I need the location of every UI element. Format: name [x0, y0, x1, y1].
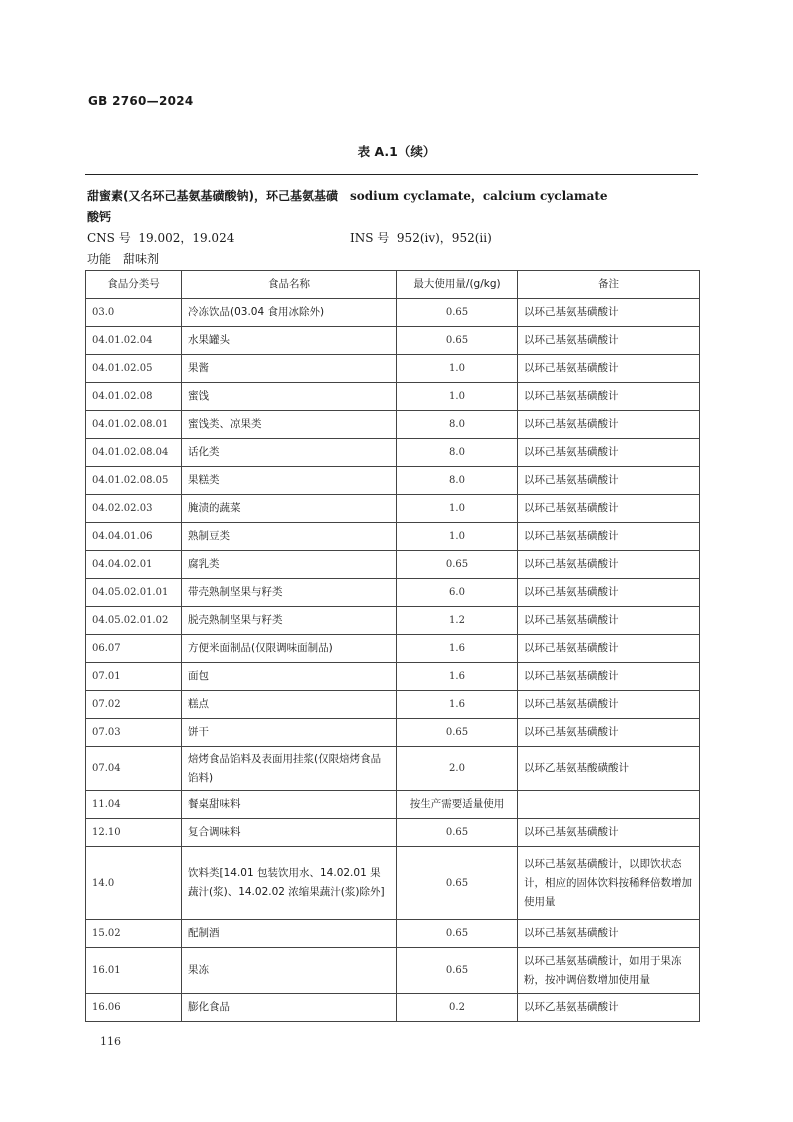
food-code: 16.06 — [86, 994, 182, 1022]
max-usage: 1.0 — [397, 495, 518, 523]
note: 以环己基氨基磺酸计 — [518, 691, 700, 719]
food-name: 带壳熟制坚果与籽类 — [182, 579, 397, 607]
header-note: 备注 — [518, 271, 700, 299]
table-row — [86, 523, 700, 551]
cns-label: CNS 号 — [87, 231, 131, 245]
max-usage: 8.0 — [397, 411, 518, 439]
table-row — [86, 383, 700, 411]
food-code: 04.04.02.01 — [86, 551, 182, 579]
note: 以环乙基氨基酸磺酸计 — [518, 747, 700, 791]
additive-usage-table — [85, 270, 700, 1022]
max-usage: 8.0 — [397, 439, 518, 467]
note: 以环己基氨基磺酸计 — [518, 439, 700, 467]
max-usage: 0.2 — [397, 994, 518, 1022]
food-name: 复合调味料 — [182, 819, 397, 847]
table-row — [86, 551, 700, 579]
table-row — [86, 299, 700, 327]
table-row — [86, 719, 700, 747]
food-name: 腐乳类 — [182, 551, 397, 579]
food-code: 04.01.02.08 — [86, 383, 182, 411]
food-name: 焙烤食品馅料及表面用挂浆(仅限焙烤食品馅料) — [182, 747, 397, 791]
note: 以环己基氨基磺酸计 — [518, 299, 700, 327]
max-usage: 0.65 — [397, 719, 518, 747]
max-usage: 0.65 — [397, 819, 518, 847]
max-usage: 1.2 — [397, 607, 518, 635]
max-usage: 8.0 — [397, 467, 518, 495]
food-code: 04.05.02.01.01 — [86, 579, 182, 607]
table-row — [86, 920, 700, 948]
table-row — [86, 994, 700, 1022]
food-name: 糕点 — [182, 691, 397, 719]
table-row — [86, 467, 700, 495]
note: 以环己基氨基磺酸计 — [518, 719, 700, 747]
note: 以环乙基氨基磺酸计 — [518, 994, 700, 1022]
additive-name-cn: 甜蜜素(又名环己基氨基磺酸钠)，环己基氨基磺酸钙 — [87, 189, 338, 224]
note: 以环己基氨基磺酸计 — [518, 635, 700, 663]
page-number: 116 — [100, 1035, 121, 1048]
max-usage: 6.0 — [397, 579, 518, 607]
additive-name-en: sodium cyclamate，calcium cyclamate — [350, 189, 608, 203]
header-max-usage: 最大使用量/(g/kg) — [397, 271, 518, 299]
food-code: 07.03 — [86, 719, 182, 747]
ins-label: INS 号 — [350, 231, 390, 245]
table-row — [86, 495, 700, 523]
food-name: 方便米面制品(仅限调味面制品) — [182, 635, 397, 663]
note: 以环己基氨基磺酸计 — [518, 523, 700, 551]
function-value: 甜味剂 — [123, 252, 160, 266]
max-usage: 0.65 — [397, 551, 518, 579]
food-name: 冷冻饮品(03.04 食用冰除外) — [182, 299, 397, 327]
note: 以环己基氨基磺酸计 — [518, 607, 700, 635]
food-code: 04.01.02.08.01 — [86, 411, 182, 439]
food-name: 水果罐头 — [182, 327, 397, 355]
note: 以环己基氨基磺酸计 — [518, 663, 700, 691]
max-usage: 0.65 — [397, 948, 518, 994]
food-code: 15.02 — [86, 920, 182, 948]
max-usage: 0.65 — [397, 847, 518, 920]
table-row — [86, 847, 700, 920]
food-code: 04.01.02.05 — [86, 355, 182, 383]
table-row — [86, 411, 700, 439]
max-usage: 2.0 — [397, 747, 518, 791]
table-row — [86, 607, 700, 635]
header-food-name: 食品名称 — [182, 271, 397, 299]
table-row — [86, 663, 700, 691]
food-code: 04.05.02.01.02 — [86, 607, 182, 635]
max-usage: 0.65 — [397, 920, 518, 948]
note: 以环己基氨基磺酸计，以即饮状态计，相应的固体饮料按稀释倍数增加使用量 — [518, 847, 700, 920]
max-usage: 1.6 — [397, 691, 518, 719]
food-name: 蜜饯 — [182, 383, 397, 411]
table-row — [86, 691, 700, 719]
max-usage: 1.0 — [397, 383, 518, 411]
food-code: 04.01.02.08.05 — [86, 467, 182, 495]
food-name: 饮料类[14.01 包装饮用水、14.02.01 果蔬汁(浆)、14.02.02 浓缩果蔬汁(浆)除外] — [182, 847, 397, 920]
max-usage: 1.6 — [397, 635, 518, 663]
table-row — [86, 327, 700, 355]
food-code: 07.04 — [86, 747, 182, 791]
ins-number — [350, 229, 492, 246]
note: 以环己基氨基磺酸计 — [518, 495, 700, 523]
table-row — [86, 579, 700, 607]
note: 以环己基氨基磺酸计 — [518, 551, 700, 579]
food-name: 脱壳熟制坚果与籽类 — [182, 607, 397, 635]
max-usage: 0.65 — [397, 327, 518, 355]
table-row — [86, 791, 700, 819]
note: 以环己基氨基磺酸计 — [518, 920, 700, 948]
note: 以环己基氨基磺酸计 — [518, 355, 700, 383]
food-code: 04.02.02.03 — [86, 495, 182, 523]
food-name: 果酱 — [182, 355, 397, 383]
food-name: 面包 — [182, 663, 397, 691]
note: 以环己基氨基磺酸计 — [518, 383, 700, 411]
max-usage: 1.6 — [397, 663, 518, 691]
note: 以环己基氨基磺酸计 — [518, 467, 700, 495]
table-row — [86, 948, 700, 994]
food-code: 07.01 — [86, 663, 182, 691]
header-food-code: 食品分类号 — [86, 271, 182, 299]
cns-value: 19.002，19.024 — [138, 231, 235, 245]
food-code: 11.04 — [86, 791, 182, 819]
food-name: 配制酒 — [182, 920, 397, 948]
max-usage: 0.65 — [397, 299, 518, 327]
food-code: 12.10 — [86, 819, 182, 847]
max-usage: 1.0 — [397, 523, 518, 551]
table-row — [86, 355, 700, 383]
food-code: 06.07 — [86, 635, 182, 663]
food-code: 03.0 — [86, 299, 182, 327]
note: 以环己基氨基磺酸计 — [518, 411, 700, 439]
note: 以环己基氨基磺酸计 — [518, 327, 700, 355]
ins-value: 952(iv)，952(ii) — [396, 231, 492, 245]
table-caption: 表 A.1（续） — [357, 144, 436, 159]
food-name: 果糕类 — [182, 467, 397, 495]
food-code: 07.02 — [86, 691, 182, 719]
food-code: 16.01 — [86, 948, 182, 994]
function-line — [87, 250, 159, 267]
food-name: 熟制豆类 — [182, 523, 397, 551]
food-name: 腌渍的蔬菜 — [182, 495, 397, 523]
table-row — [86, 819, 700, 847]
note: 以环己基氨基磺酸计 — [518, 819, 700, 847]
note: 以环己基氨基磺酸计，如用于果冻粉，按冲调倍数增加使用量 — [518, 948, 700, 994]
table-header-row — [86, 271, 700, 299]
note — [518, 791, 700, 819]
table-row — [86, 439, 700, 467]
food-name: 果冻 — [182, 948, 397, 994]
max-usage: 1.0 — [397, 355, 518, 383]
max-usage: 按生产需要适量使用 — [397, 791, 518, 819]
food-code: 04.01.02.04 — [86, 327, 182, 355]
food-name: 蜜饯类、凉果类 — [182, 411, 397, 439]
food-code: 04.01.02.08.04 — [86, 439, 182, 467]
table-row — [86, 635, 700, 663]
table-row — [86, 747, 700, 791]
food-name: 饼干 — [182, 719, 397, 747]
standard-code: GB 2760—2024 — [88, 94, 194, 108]
cns-number — [87, 229, 234, 246]
food-code: 14.0 — [86, 847, 182, 920]
function-label: 功能 — [87, 252, 112, 266]
top-rule — [85, 174, 698, 175]
food-name: 餐桌甜味料 — [182, 791, 397, 819]
food-name: 话化类 — [182, 439, 397, 467]
note: 以环己基氨基磺酸计 — [518, 579, 700, 607]
food-name: 膨化食品 — [182, 994, 397, 1022]
food-code: 04.04.01.06 — [86, 523, 182, 551]
